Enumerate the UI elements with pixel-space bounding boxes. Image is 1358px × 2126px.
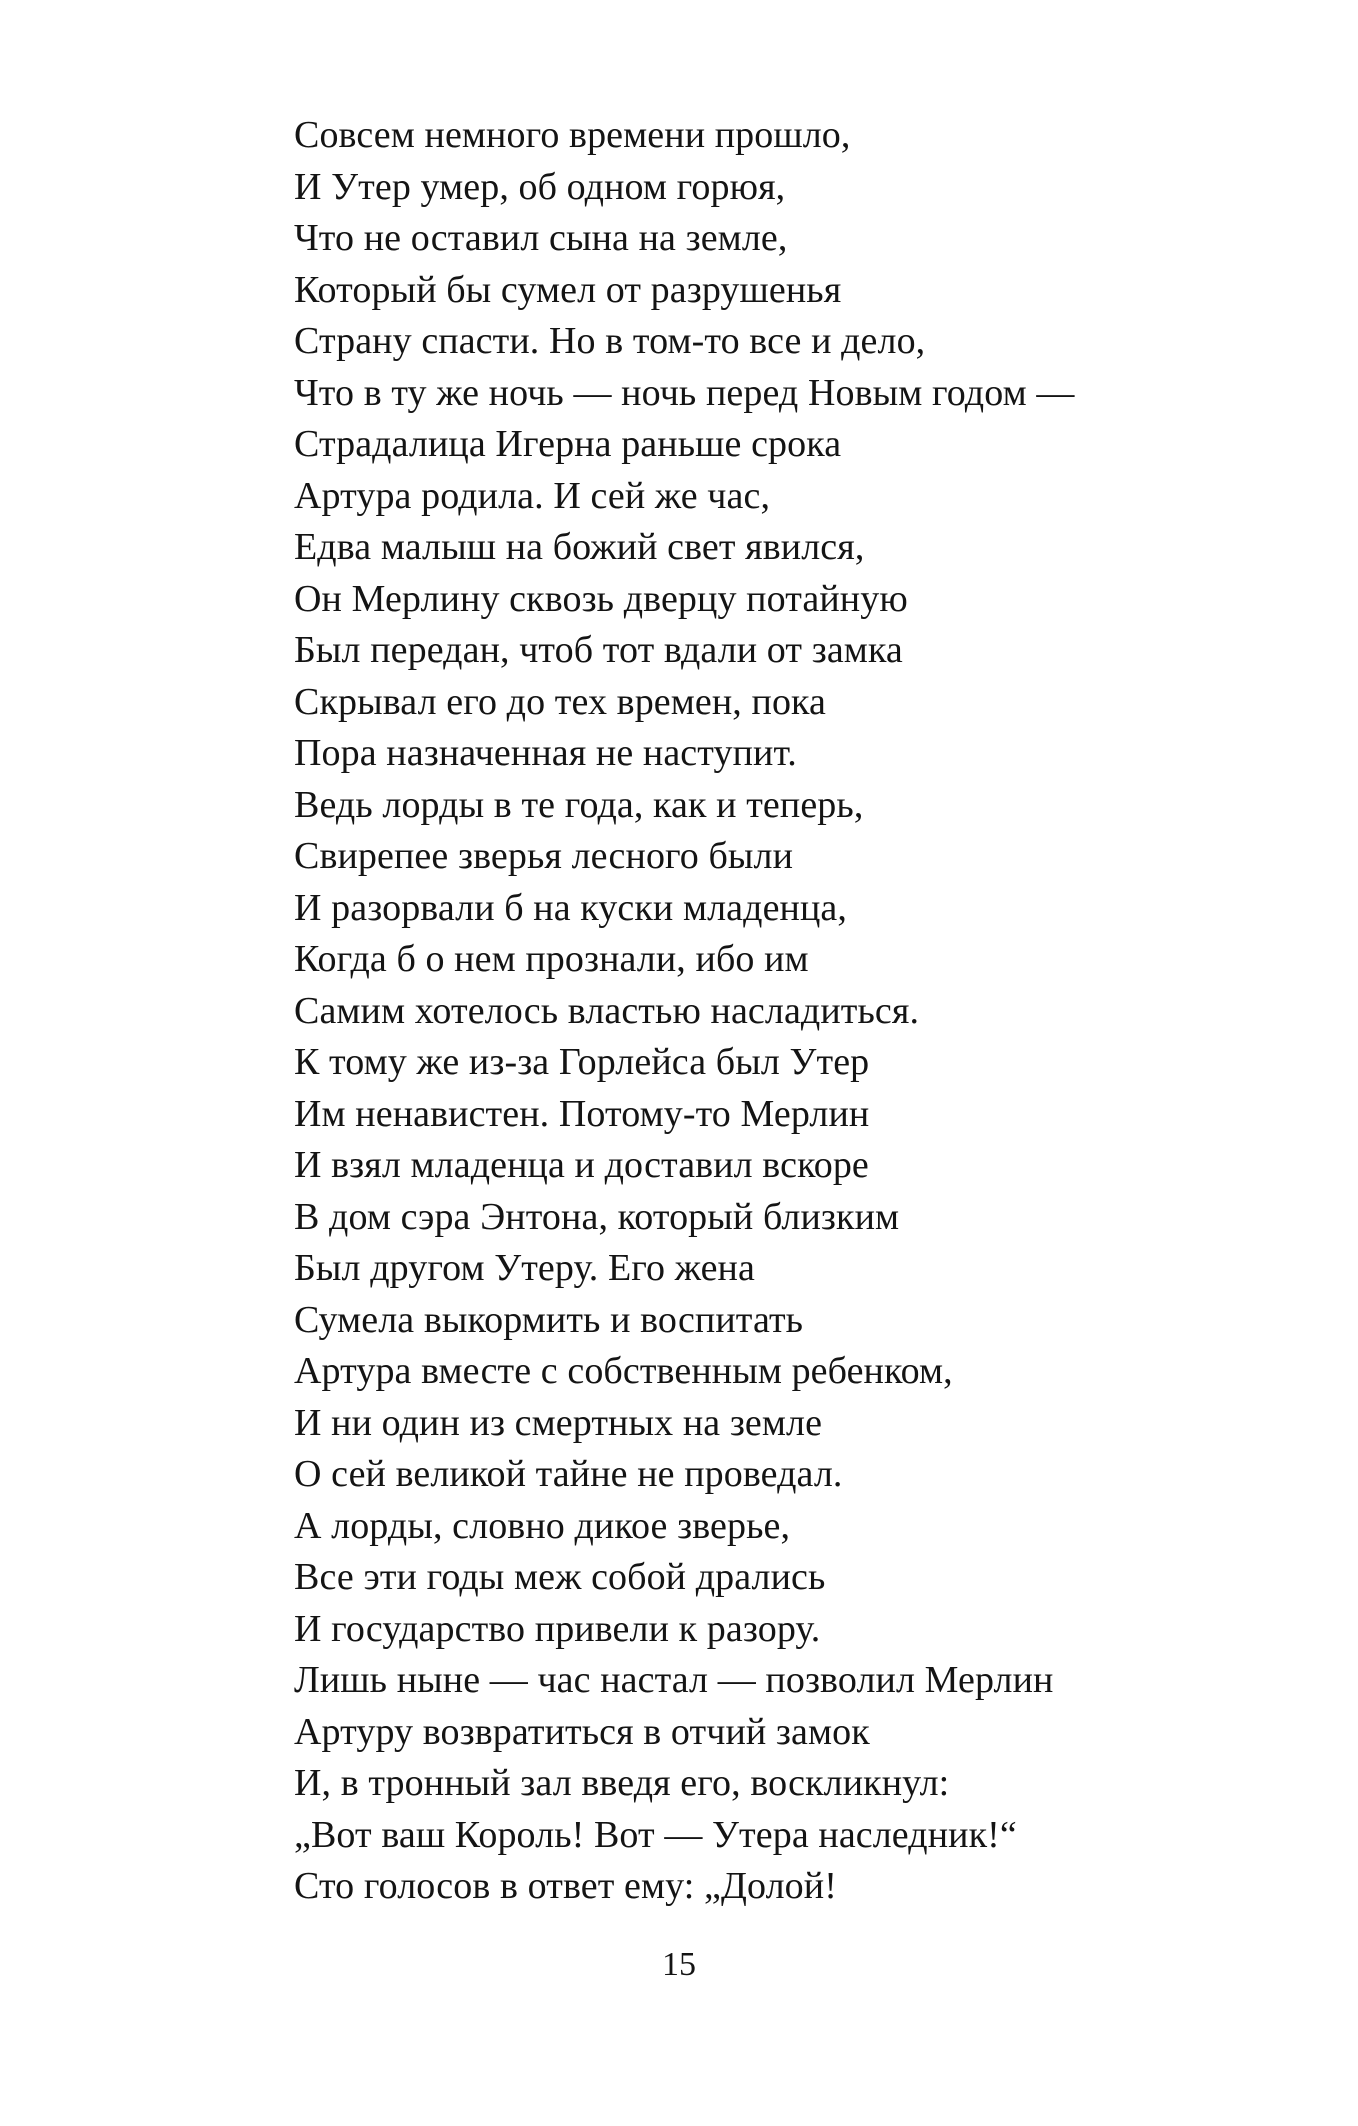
poem-line: Страну спасти. Но в том-то все и дело,	[294, 320, 926, 362]
poem-line: А лорды, словно дикое зверье,	[294, 1504, 791, 1547]
poem-line: Что в ту же ночь — ночь перед Новым годом —	[294, 371, 1075, 414]
poem-line: Когда б о нем прознали, ибо им	[294, 938, 809, 980]
poem-line: Совсем немного времени прошло,	[294, 114, 851, 156]
poem-line: И разорвали б на куски младенца,	[294, 886, 847, 929]
poem-line: И ни один из смертных на земле	[294, 1401, 823, 1444]
poem-line: Был другом Утеру. Его жена	[294, 1247, 755, 1289]
page-number: 15	[662, 1946, 696, 1983]
poem-line: Едва малыш на божий свет явился,	[294, 526, 865, 568]
poem-line: Что не оставил сына на земле,	[294, 217, 788, 259]
poem-line: Артуру возвратиться в отчий замок	[294, 1710, 870, 1753]
poem-line: К тому же из-за Горлейса был Утер	[294, 1041, 870, 1083]
poem-line: И государство привели к разору.	[294, 1607, 821, 1650]
poem-line: Артура родила. И сей же час,	[294, 474, 771, 517]
poem-line: Который бы сумел от разрушенья	[294, 268, 842, 311]
poem-line: Все эти годы меж собой дрались	[294, 1556, 826, 1598]
poem-line: Артура вместе с собственным ребенком,	[294, 1350, 953, 1392]
poem-line: Ведь лорды в те года, как и теперь,	[294, 783, 864, 826]
poem-line: Скрывал его до тех времен, пока	[294, 680, 827, 723]
poem-line: В дом сэра Энтона, который близким	[294, 1195, 900, 1238]
poem-line: Сто голосов в ответ ему: „Долой!	[294, 1865, 837, 1907]
poem-line: И Утер умер, об одном горюя,	[294, 165, 786, 208]
poem-line: Он Мерлину сквозь дверцу потайную	[294, 577, 908, 620]
poem-line: Самим хотелось властью насладиться.	[294, 989, 920, 1032]
poem-line: О сей великой тайне не проведал.	[294, 1453, 843, 1495]
poem-line: Сумела выкормить и воспитать	[294, 1298, 804, 1341]
poem-line: Им ненавистен. Потому-то Мерлин	[294, 1092, 870, 1135]
poem-line: Свирепее зверья лесного были	[294, 835, 794, 877]
poem-line: Был передан, чтоб тот вдали от замка	[294, 629, 903, 671]
poem-line: Страдалица Игерна раньше срока	[294, 423, 842, 465]
poem-line: И взял младенца и доставил вскоре	[294, 1144, 869, 1186]
poem-line: „Вот ваш Король! Вот — Утера наследник!“	[294, 1813, 1017, 1856]
poem-line: И, в тронный зал введя его, воскликнул:	[294, 1762, 950, 1804]
poem-line: Пора назначенная не наступит.	[294, 732, 797, 774]
poem-line: Лишь ныне — час настал — позволил Мерлин	[294, 1659, 1054, 1701]
poem-text	[294, 110, 1074, 1913]
